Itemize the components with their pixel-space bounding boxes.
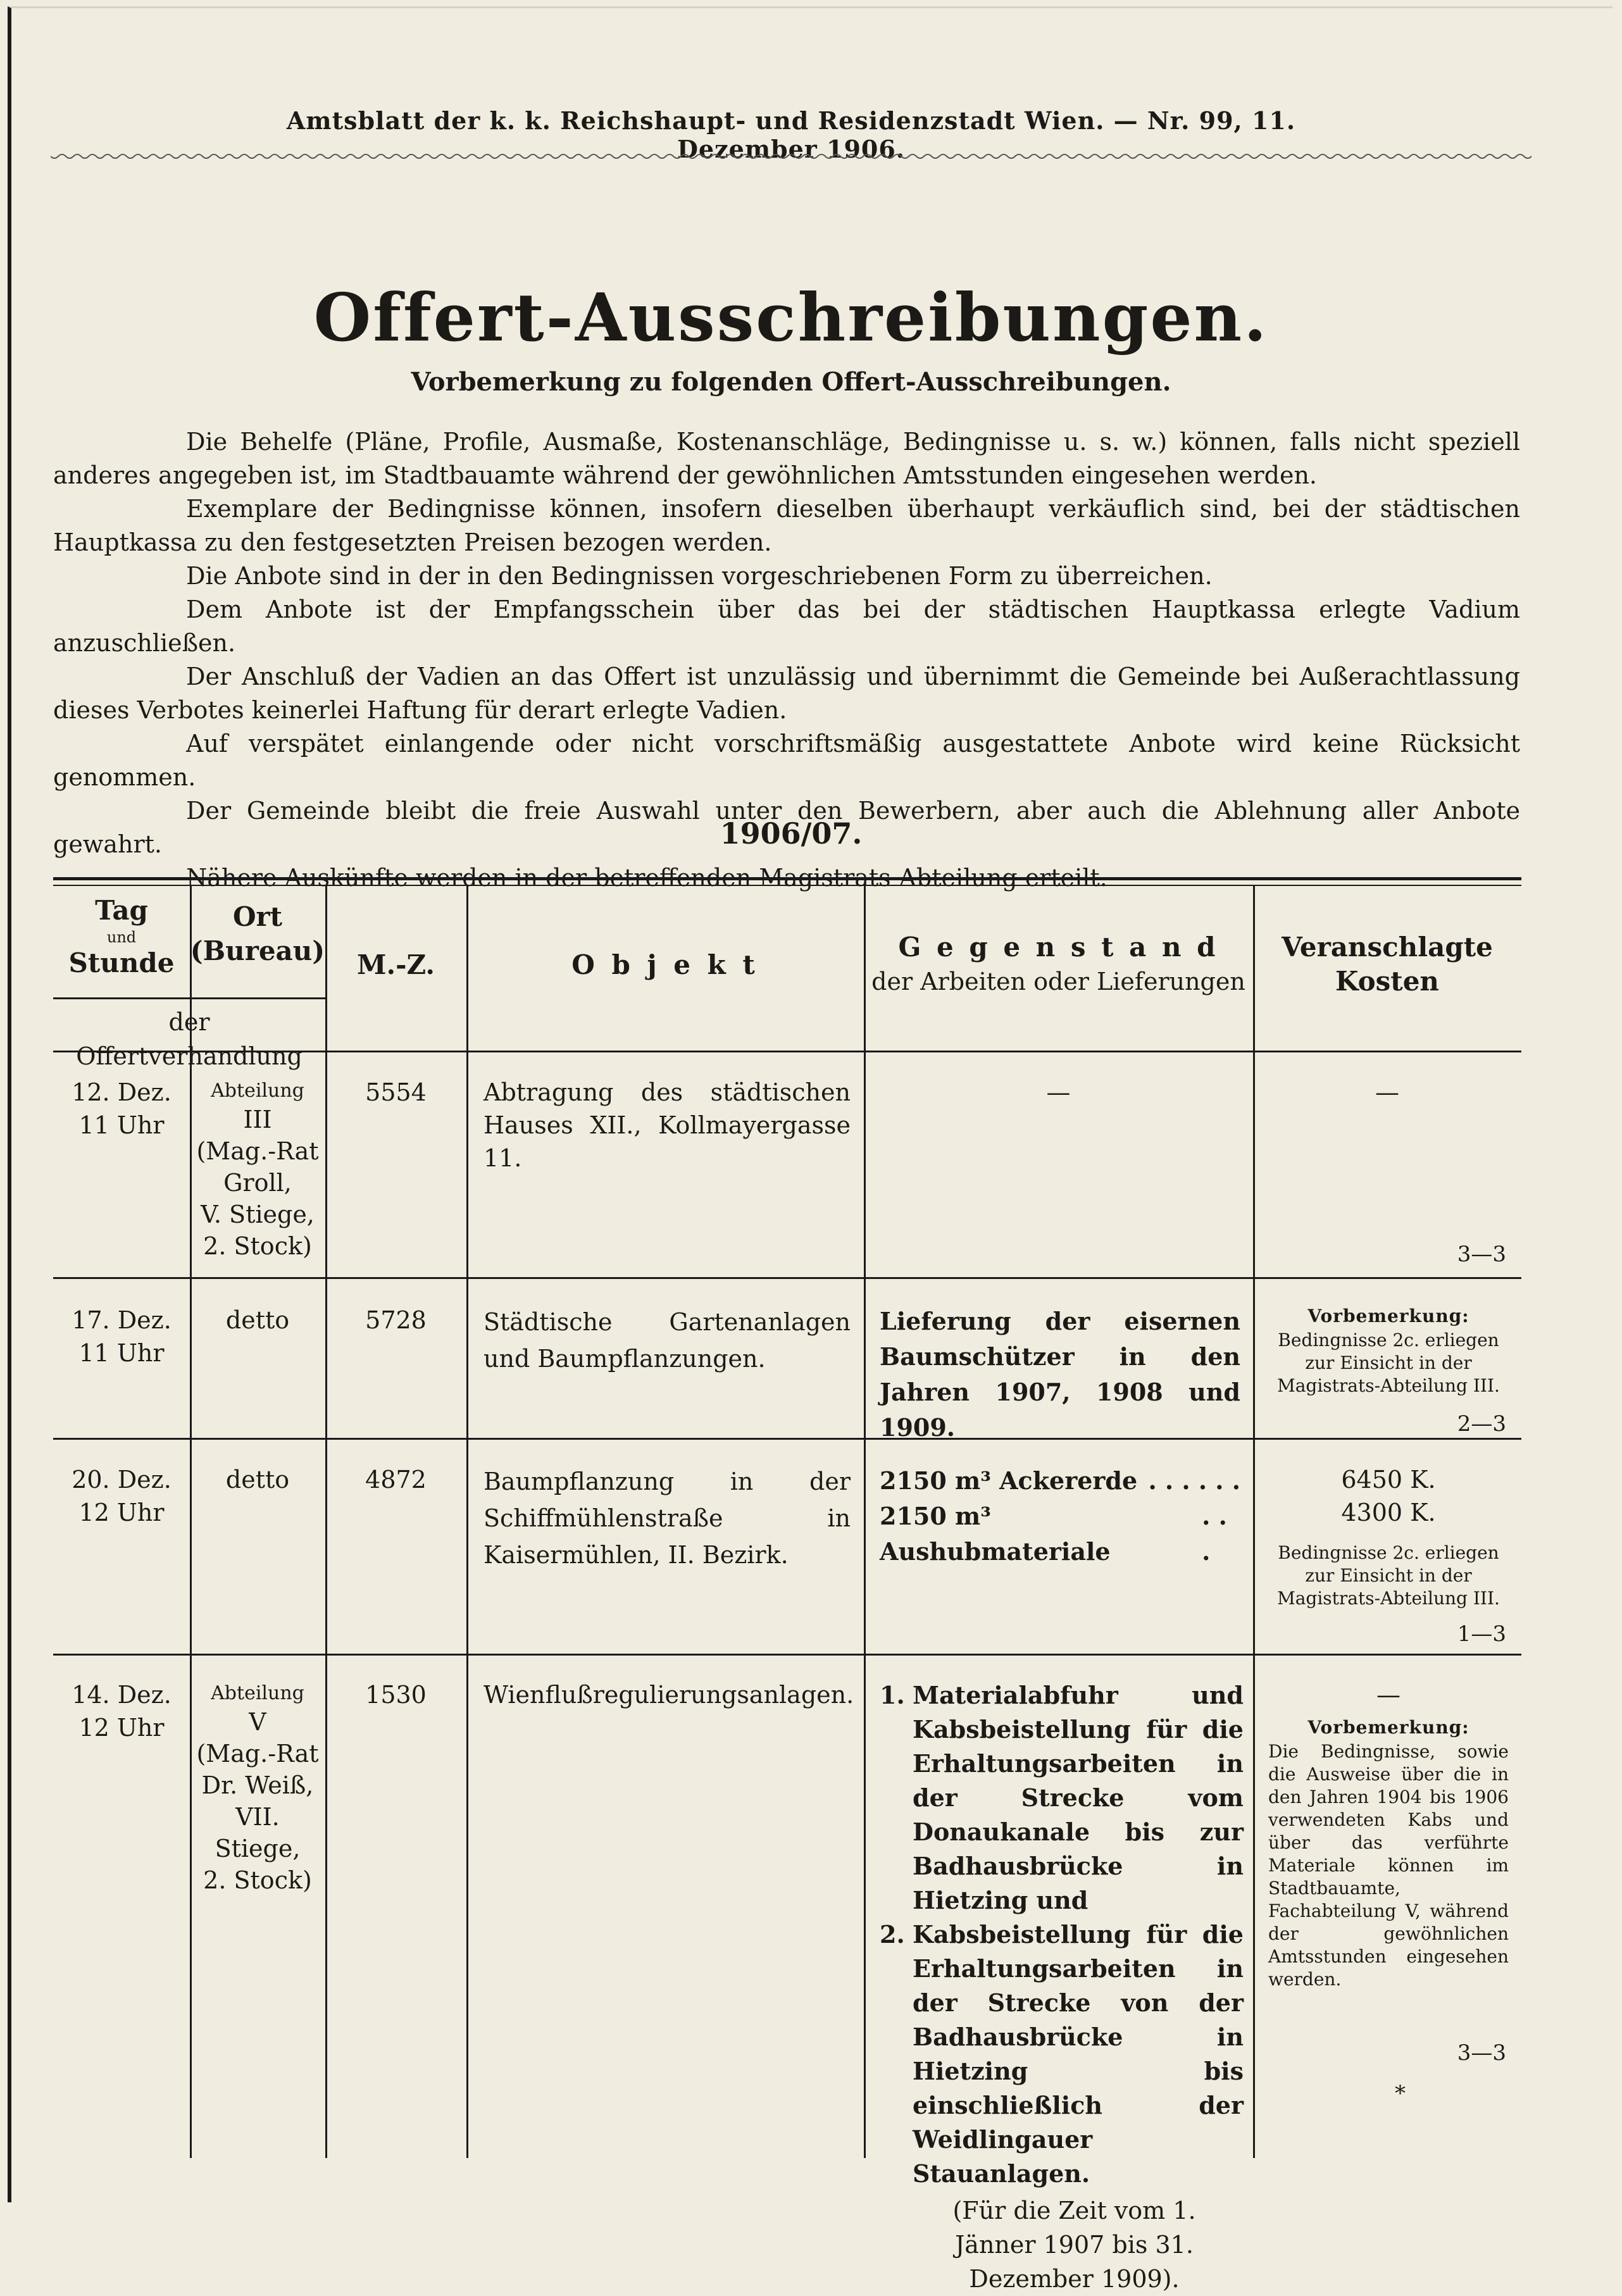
row-separator xyxy=(53,1438,1521,1440)
header-und: und xyxy=(106,928,137,946)
header-offertverhandlung: der Offertverhandlung xyxy=(76,1008,303,1070)
table-row-1-gegenstand: — xyxy=(1046,1078,1071,1106)
table-row-1-objekt: Abtragung des städtischen Hauses XII., Kollmayergasse 11. xyxy=(483,1078,851,1172)
table-row-3-gegenstand xyxy=(880,1463,1240,1569)
page-title: Offert-Ausschreibungen. xyxy=(313,278,1269,356)
table-row-2-date: 17. Dez. 11 Uhr xyxy=(72,1306,172,1367)
intro-paragraph: Der Gemeinde bleibt die freie Auswahl unter den Bewerbern, aber auch die Ablehnung aller Anbote gewahrt. xyxy=(53,797,1520,858)
table-row-1-date: 12. Dez. 11 Uhr xyxy=(72,1078,172,1139)
table-row-2-note: Vorbemerkung: Bedingnisse 2c. erliegen zur Einsicht in der Magistrats-Abteilung III. xyxy=(1277,1306,1500,1396)
header-subdivider xyxy=(53,997,325,999)
table-row-4-gegenstand xyxy=(880,1678,1244,2296)
header-mz: M.-Z. xyxy=(356,949,435,980)
table-row-1-kosten: — xyxy=(1375,1078,1399,1106)
header-kosten: Veranschlagte Kosten xyxy=(1282,932,1493,997)
list-item: 1. Materialabfuhr und Kabsbeistellung für die Erhaltungsarbeiten in der Strecke vom Donaukanale bis zur Badhausbrücke in Hietzing und xyxy=(880,1681,1244,1914)
table-row-2-mz: 5728 xyxy=(365,1306,427,1334)
column-divider xyxy=(190,886,192,2158)
list-item: 2. Kabsbeistellung für die Erhaltungsarbeiten in der Strecke von der Badhausbrücke in Hietzing bis einschließlich der Weidlingauer Stauanlagen. xyxy=(880,1920,1244,2188)
running-head: Amtsblatt der k. k. Reichshaupt- und Residenzstadt Wien. — Nr. 99, 11. Dezember 1906. xyxy=(286,106,1296,163)
header-ort: Ort xyxy=(232,901,283,932)
table-row-2-gegenstand: Lieferung der eisernen Baumschützer in den Jahren 1907, 1908 und 1909. xyxy=(880,1307,1240,1442)
table-row-4-code: 3—3 xyxy=(1457,2040,1506,2066)
intro-paragraph: Dem Anbote ist der Empfangsschein über das bei der städtischen Hauptkassa erlegte Vadium anzuschließen. xyxy=(53,596,1520,657)
header-ort-bureau xyxy=(190,900,325,968)
table-row-2-code: 2—3 xyxy=(1457,1411,1506,1437)
table-row-1-mz: 5554 xyxy=(365,1078,427,1106)
table-row-4-date: 14. Dez. 12 Uhr xyxy=(72,1681,172,1742)
intro-paragraph: Auf verspätet einlangende oder nicht vorschriftsmäßig ausgestattete Anbote wird keine Rücksicht genommen. xyxy=(53,730,1520,791)
header-objekt: O b j e k t xyxy=(571,949,759,980)
intro-paragraph: Die Behelfe (Pläne, Profile, Ausmaße, Kostenanschläge, Bedingnisse u. s. w.) können, falls nicht speziell anderes angegeben ist, im Stadtbauamte während der gewöhnlichen Amtsstunden eingesehen werden. xyxy=(53,428,1520,489)
header-tag: Tag xyxy=(95,895,148,926)
year-heading: 1906/07. xyxy=(720,816,863,851)
period-note: (Für die Zeit vom 1. Jänner 1907 bis 31. Dezember 1909). xyxy=(952,2197,1196,2293)
header-tag-stunde xyxy=(53,894,190,981)
table-top-rule xyxy=(53,877,1521,886)
table-row-3-code: 1—3 xyxy=(1457,1621,1506,1647)
footer-mark: * xyxy=(1395,2081,1406,2106)
table-row-4-mz: 1530 xyxy=(365,1681,427,1709)
table-row-4-kosten: — Vorbemerkung: Die Bedingnisse, sowie die Ausweise über die in den Jahren 1904 bis 1906 verwendeten Kabs und über das verführte Materiale können im Stadtbauamte, Fachabteilung V, während der gewöhnlichen Amtsstunden eingesehen werden. xyxy=(1268,1681,1509,1990)
row-separator xyxy=(53,1277,1521,1279)
table-row-4-ort: Abteilung V (Mag.-Rat Dr. Weiß, VII. Stiege, 2. Stock) xyxy=(196,1682,319,1894)
table-row-3-mz: 4872 xyxy=(365,1466,427,1494)
header-stunde: Stunde xyxy=(68,947,175,978)
intro-paragraph: Die Anbote sind in der in den Bedingnissen vorgeschriebenen Form zu überreichen. xyxy=(186,562,1213,590)
table-row-3-kosten: 6450 K. 4300 K. Bedingnisse 2c. erliegen zur Einsicht in der Magistrats-Abteilung III. xyxy=(1277,1466,1500,1609)
table-row-3-objekt: Baumpflanzung in der Schiffmühlenstraße in Kaisermühlen, II. Bezirk. xyxy=(483,1468,851,1569)
list-item: 2150 m³ Ackererde . . . . . . xyxy=(880,1466,1240,1495)
intro-paragraph: Exemplare der Bedingnisse können, insofern dieselben überhaupt verkäuflich sind, bei der städtischen Hauptkassa zu den festgesetzten Preisen bezogen werden. xyxy=(53,495,1520,556)
header-bureau: (Bureau) xyxy=(190,935,325,966)
table-row-3-date: 20. Dez. 12 Uhr xyxy=(72,1466,172,1526)
table-row-3-ort: detto xyxy=(225,1466,290,1494)
intro-paragraph: Nähere Auskünfte werden in der betreffenden Magistrats-Abteilung erteilt. xyxy=(186,864,1107,892)
header-gegenstand-sub: der Arbeiten oder Lieferungen xyxy=(871,968,1245,995)
list-item: 2150 m³ Aushubmateriale . . . xyxy=(880,1502,1227,1566)
table-row-2-objekt: Städtische Gartenanlagen und Baumpflanzungen. xyxy=(483,1308,851,1373)
table-row-4-objekt: Wienflußregulierungsanlagen. xyxy=(483,1681,854,1709)
header-gegenstand: G e g e n s t a n d der Arbeiten oder Lieferungen xyxy=(864,930,1253,999)
table-row-1-ort: Abteilung III (Mag.-Rat Groll, V. Stiege, 2. Stock) xyxy=(196,1080,319,1260)
column-divider xyxy=(466,886,468,2158)
table-row-1-code: 3—3 xyxy=(1457,1242,1506,1267)
row-separator xyxy=(53,1654,1521,1656)
intro-paragraph: Der Anschluß der Vadien an das Offert ist unzulässig und übernimmt die Gemeinde bei Außerachtlassung dieses Verbotes keinerlei Haftung für derart erlegte Vadien. xyxy=(53,663,1520,724)
page-subtitle: Vorbemerkung zu folgenden Offert-Ausschreibungen. xyxy=(411,367,1171,397)
wavy-rule xyxy=(51,152,1532,161)
table-row-2-ort: detto xyxy=(225,1306,290,1334)
